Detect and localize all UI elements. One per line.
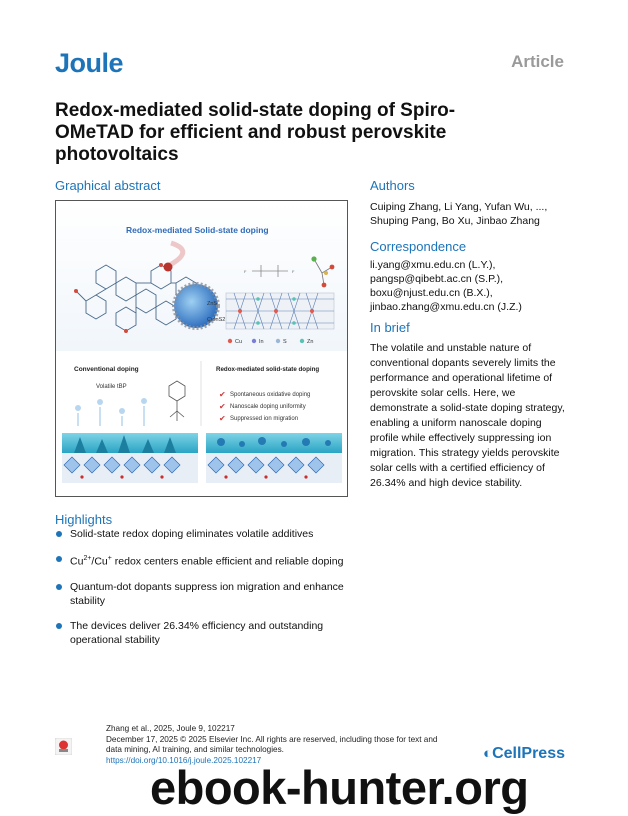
article-type-label: Article [511,52,564,71]
highlight-item: Solid-state redox doping eliminates volatile additives [55,527,365,541]
crystal-lattice-graphic [226,293,334,329]
cu-ion-graphic [164,263,173,272]
check-icon: ✔ [219,414,226,423]
graphical-abstract-illustration [56,201,347,496]
authors-heading: Authors [370,178,415,193]
legend-swatch-zn [300,339,304,343]
check-icon: ✔ [219,390,226,399]
authors-list: Cuiping Zhang, Li Yang, Yufan Wu, ..., Shuping Pang, Bo Xu, Jinbao Zhang [370,201,548,227]
citation-line: Zhang et al., 2025, Joule 9, 102217 [106,724,235,733]
highlight-item: $Cu^{2+}/Cu^+$ redox centers enable efficient and reliable doping [55,552,365,569]
cellpress-icon: ◐ [483,745,493,762]
doi-link[interactable]: https://doi.org/10.1016/j.joule.2025.102217 [106,755,262,765]
legend-s: S [283,339,287,345]
bullet-icon [56,584,62,590]
legend-swatch-in [252,339,256,343]
volatile-tbp-label: Volatile tBP [96,384,127,390]
highlight-item: The devices deliver 26.34% efficiency and outstanding operational stability [55,619,365,647]
highlights-list [55,527,365,658]
graphical-abstract-heading: Graphical abstract [55,178,161,193]
email-link[interactable]: jinbao.zhang@xmu.edu.cn (J.Z.) [370,301,522,313]
svg-text:F: F [244,269,247,274]
qd-label-zns: ZnS [207,301,218,307]
tbp-molecule-graphic [169,381,185,421]
check-item-1: Spontaneous oxidative doping [230,392,311,398]
in-brief-heading: In brief [370,320,410,335]
check-list [219,390,310,423]
evaporating-molecules-graphic [75,398,147,426]
check-item-2: Nanoscale doping uniformity [230,404,306,410]
ga-figure-title: Redox-mediated Solid-state doping [126,225,269,235]
correspondence-emails [370,258,585,314]
bullet-icon [56,531,62,537]
legend-in: In [259,339,264,345]
legend-swatch-cu [228,339,232,343]
highlights-heading: Highlights [55,512,113,527]
copyright-line: December 17, 2025 © 2025 Elsevier Inc. All rights are reserved, including those for text and data mining, AI training, and similar technologies. [106,734,438,754]
legend-zn: Zn [307,339,314,345]
check-item-3: Suppressed ion migration [230,416,299,422]
bullet-icon [56,556,62,562]
watermark: ebook-hunter.org [150,761,529,814]
email-link[interactable]: boxu@njust.edu.cn (B.X.), [370,287,493,299]
qd-label-cuins2: CuInS2 [207,317,226,323]
journal-logo: Joule [55,48,124,78]
graphical-abstract-figure [55,200,348,497]
correspondence-heading: Correspondence [370,239,467,254]
conventional-doping-label: Conventional doping [74,366,139,373]
cellpress-logo: ◐CellPress [483,745,565,762]
redox-doping-label: Redox-mediated solid-state doping [216,366,320,373]
legend-swatch-s [276,339,280,343]
in-brief-text: The volatile and unstable nature of conventional dopants severely limits the performance and operational lifetime of perovskite solar cells. Here, we demonstrate a solid-state doping strategy, enabling a uniform nanoscale doping profile while effectively suppressing ion migration. This strategy yields perovskite solar cells with a certified efficiency of 26.34% and high device stability. [370,342,565,489]
email-link[interactable]: li.yang@xmu.edu.cn (L.Y.), [370,259,496,271]
crossmark-icon[interactable] [55,738,72,755]
check-icon: ✔ [219,402,226,411]
bullet-icon [56,623,62,629]
highlight-item: Quantum-dot dopants suppress ion migration and enhance stability [55,580,365,608]
article-title: Redox-mediated solid-state doping of Spiro-OMeTAD for efficient and robust perovskite photovoltaics [55,100,456,165]
svg-text:F: F [292,269,295,274]
email-link[interactable]: pangsp@qibebt.ac.cn (S.P.), [370,273,504,285]
legend-cu: Cu [235,339,243,345]
